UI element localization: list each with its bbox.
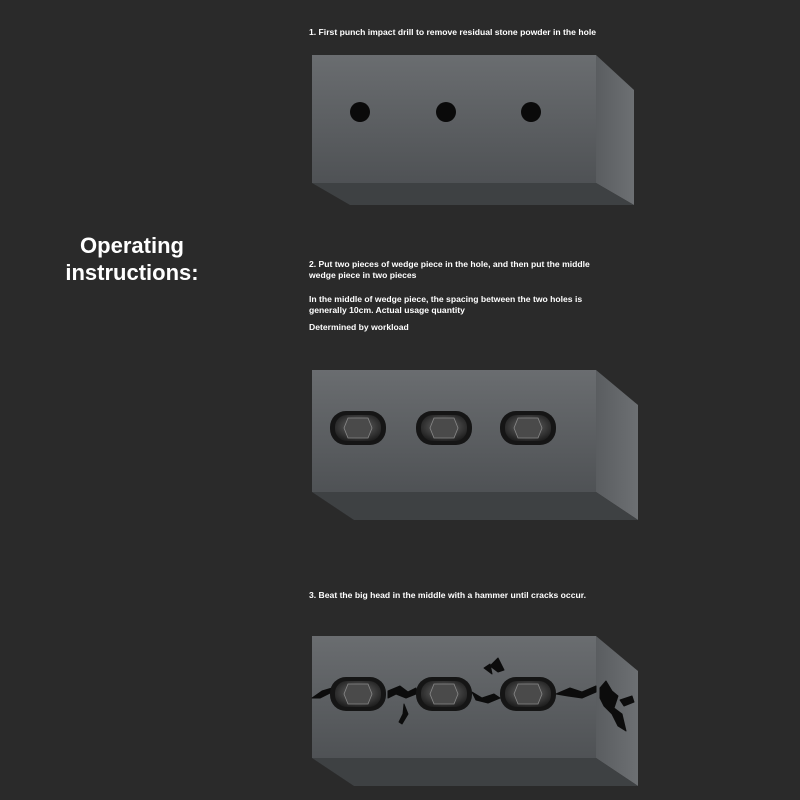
wedge-icon — [416, 411, 472, 445]
step-1-line: 1. First punch impact drill to remove residual stone powder in the hole — [309, 27, 596, 37]
drill-hole-icon — [436, 102, 456, 122]
drill-hole-icon — [350, 102, 370, 122]
wedge-icon — [500, 677, 556, 711]
stone-bottom-face — [312, 183, 634, 205]
step-3-line: 3. Beat the big head in the middle with a hammer until cracks occur. — [309, 590, 586, 600]
step-3-text — [309, 590, 609, 601]
page-title: Operating instructions: — [65, 233, 199, 285]
wedge-icon — [330, 677, 386, 711]
step-2-line: 2. Put two pieces of wedge piece in the hole, and then put the middle wedge piece in two pieces — [309, 259, 590, 280]
wedge-icon — [330, 411, 386, 445]
step-2-line: Determined by workload — [309, 322, 409, 332]
stone-block-wedges — [300, 370, 645, 525]
stone-block-drilled — [300, 55, 645, 210]
wedge-icon — [416, 677, 472, 711]
stone-block-cracked — [300, 636, 645, 791]
stone-bottom-face — [312, 758, 638, 786]
stone-side-face — [596, 55, 634, 205]
drill-hole-icon — [521, 102, 541, 122]
step-2-text — [309, 259, 609, 333]
wedge-icon — [500, 411, 556, 445]
stone-bottom-face — [312, 492, 638, 520]
step-2-line: In the middle of wedge piece, the spacing between the two holes is generally 10cm. Actual usage quantity — [309, 294, 583, 315]
step-1-text — [309, 27, 649, 38]
